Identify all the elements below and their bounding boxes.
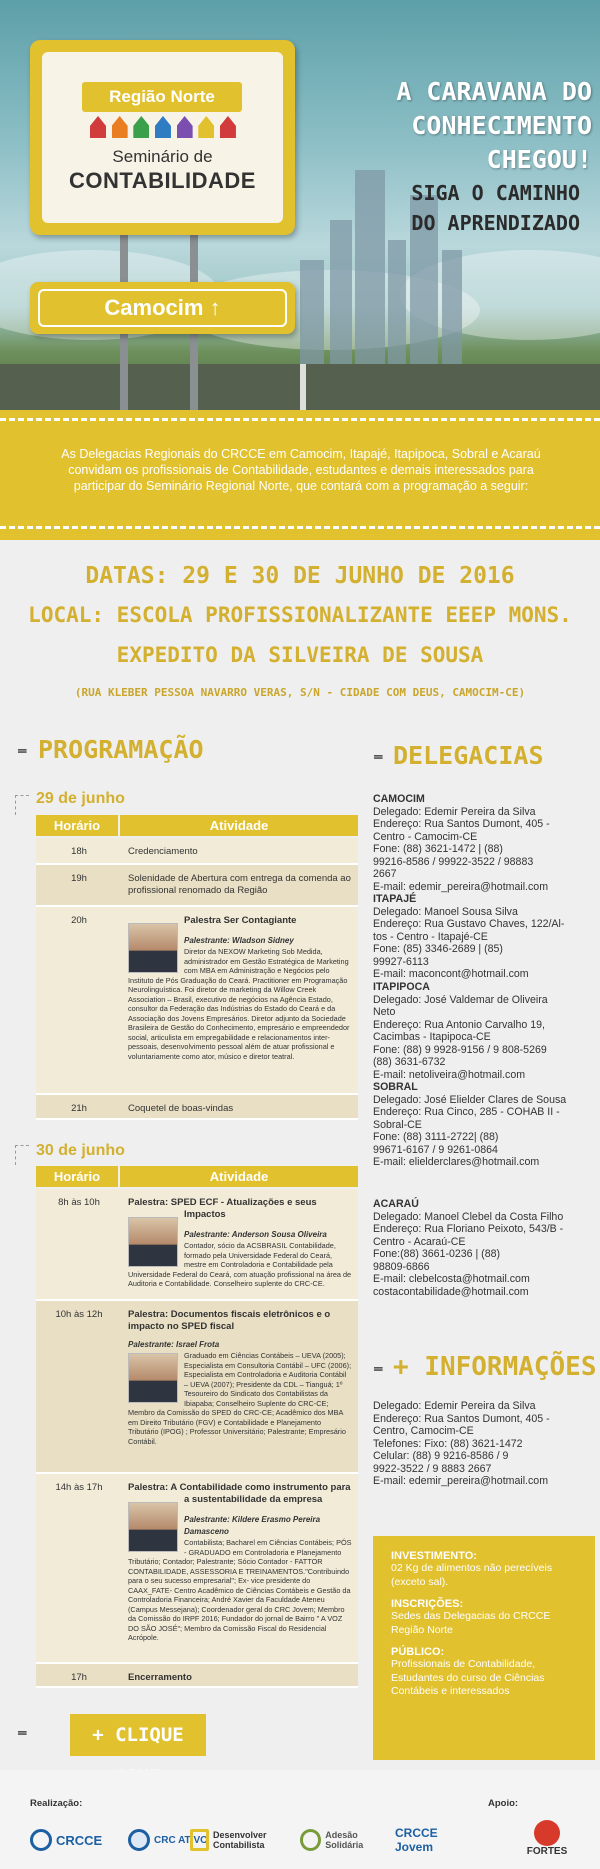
intro-text: As Delegacias Regionais do CRCCE em Camocim, Itapajé, Itapipoca, Sobral e Acaraú convidam os profissionais de Contabilidade, estudantes e demais interessados para participar do Seminário Regional Norte, que contará com a programação a seguir: [61, 447, 541, 493]
crc-ativo-badge-icon [128, 1829, 150, 1851]
table-row [36, 1301, 358, 1474]
crcce-logo: CRCCE [30, 1820, 102, 1860]
delegacia-name: ITAPAJÉ [373, 893, 417, 905]
delegacia-itapaje: ITAPAJÉ Delegado: Manoel Sousa Silva Endereço: Rua Gustavo Chaves, 122/Al- tos - Centro - Itapajé-CE Fone: (85) 3346-2689 | (85) 99927-6113 E-mail: maconcont@hotmail.com [373, 893, 595, 981]
row-activity: Palestra Ser Contagiante [184, 915, 297, 926]
apoio-label: Apoio: [488, 1798, 519, 1809]
crcce-jovem-logo: CRCCE Jovem [395, 1826, 438, 1854]
delegacia-acarau: ACARAÚ Delegado: Manoel Clebel da Costa Filho Endereço: Rua Floriano Peixoto, 543/B - Centro - Acaraú-CE Fone:(88) 3661-0236 | (88) 98809-6866 E-mail: clebelcosta@hotmail.com costacontabilidade@hotmail.com [373, 1198, 595, 1298]
subheadline-line2: DO APRENDIZADO [411, 211, 580, 235]
table-row [36, 1189, 358, 1301]
bracket-decoration [15, 1145, 29, 1165]
fortes-icon [534, 1820, 560, 1846]
road [0, 364, 600, 410]
headline [300, 75, 592, 177]
region-banner: Região Norte [82, 82, 242, 112]
table-row [36, 838, 358, 865]
row-time: 14h às 17h [55, 1482, 103, 1493]
adesao-solidaria-logo: Adesão Solidária [300, 1820, 395, 1860]
speaker-name: Palestrante: Wladson Sidney [184, 936, 294, 945]
day2-label: 30 de junho [36, 1142, 125, 1159]
delegacia-sobral: SOBRAL Delegado: José Elielder Clares de Sousa Endereço: Rua Cinco, 285 - COHAB II - Sobral-CE Fone: (88) 3111-2722| (88) 99671-6167 / 9 9261-0864 E-mail: elielderclares@hotmail.com [373, 1081, 595, 1169]
bracket-decoration [15, 795, 29, 815]
publico-text: Profissionais de Contabilidade, Estudantes do curso de Ciências Contábeis e interessados [391, 1658, 545, 1697]
info-box [373, 1536, 595, 1760]
row-activity: Encerramento [128, 1672, 192, 1683]
row-activity: Palestra: A Contabilidade como instrumento para a sustentabilidade da empresa [128, 1482, 351, 1505]
delegacia-name: SOBRAL [373, 1081, 418, 1093]
click-here-button[interactable]: + CLIQUE [70, 1714, 206, 1756]
event-dates: DATAS: 29 E 30 DE JUNHO DE 2016 [85, 563, 515, 589]
seminar-logo-sign [30, 40, 295, 235]
table-row [36, 1474, 358, 1664]
event-local-line2: EXPEDITO DA SILVEIRA DE SOUSA [116, 643, 484, 667]
delegacia-name: CAMOCIM [373, 793, 425, 805]
crc-ativo-logo: CRC ATIVO [128, 1820, 208, 1860]
speaker-name: Palestrante: Israel Frota [128, 1340, 220, 1349]
row-time: 19h [71, 873, 87, 884]
seminar-title-line2: CONTABILIDADE [69, 168, 256, 193]
arrow-up-icon: ↑ [209, 295, 221, 320]
speaker-photo [128, 1217, 178, 1267]
email-link[interactable]: E-mail: clebelcosta@hotmail.com [373, 1273, 530, 1285]
email-link[interactable]: E-mail: edemir_pereira@hotmail.com [373, 880, 549, 893]
row-time: 21h [71, 1103, 87, 1114]
email-link[interactable]: costacontabilidade@hotmail.com [373, 1285, 529, 1298]
delegacia-itapipoca: ITAPIPOCA Delegado: José Valdemar de Oliveira Neto Endereço: Rua Antonio Carvalho 19, Cacimbas - Itapipoca-CE Fone: (88) 9 9928-9156 / 9 808-5269 (88) 3631-6732 E-mail: netoliveira@hotmail.com [373, 981, 595, 1081]
delegacia-camocim: CAMOCIM Delegado: Edemir Pereira da Silva Endereço: Rua Santos Dumont, 405 - Centro - Camocim-CE Fone: (88) 3621-1472 | (88) 99216-8586 / 99922-3522 / 98883 2667 E-mail: edemir_pereira@hotmail.com [373, 793, 595, 893]
row-time: 17h [71, 1672, 87, 1683]
informacoes-title: + INFORMAÇÕES [393, 1352, 597, 1382]
table-row [36, 1664, 358, 1688]
hero-banner [0, 0, 600, 410]
email-link[interactable]: E-mail: maconcont@hotmail.com [373, 968, 529, 980]
row-activity: Palestra: Documentos fiscais eletrônicos e o impacto no SPED fiscal [128, 1309, 331, 1332]
row-time: 10h às 12h [55, 1309, 103, 1320]
email-link[interactable]: E-mail: elielderclares@hotmail.com [373, 1156, 540, 1168]
row-time: 20h [71, 915, 87, 926]
speaker-bio: Graduado em Ciências Contábeis – UEVA (2005); Especialista em Consultoria Contábil – UFC (2006); Especialista em Controladoria e Auditoria Contábil – UEVA (2007); Presidente da CDL – Tianguá; 1º Tesoureiro do Sindicato dos Contabilistas da Ibiapaba; Conselheiro Suplente do CRC-CE; Membro da Comissão do SPED do CRC-CE; Acadêmico dos MBA em Direito Tributário (FGV) e Contabilidade e Planejamento Tributário (IPOG) ; Professor Universitário; Palestrante; Empresário Contábil. [128, 1351, 352, 1446]
table-row [36, 1095, 358, 1120]
row-activity: Palestra: SPED ECF - Atualizações e seus Impactos [128, 1197, 317, 1220]
row-time: 18h [71, 846, 87, 857]
inscricoes-label: INSCRIÇÕES: [391, 1598, 464, 1610]
seminar-title-line1: Seminário de [112, 147, 213, 166]
publico-label: PÚBLICO: [391, 1646, 445, 1658]
realizacao-label: Realização: [30, 1798, 83, 1809]
programacao-title: PROGRAMAÇÃO [38, 735, 204, 764]
dash-marker-icon: ⁼ [373, 750, 384, 772]
triangle-icon [190, 1829, 209, 1851]
speaker-photo [128, 1353, 178, 1403]
informacoes-contact: Delegado: Edemir Pereira da Silva Endereço: Rua Santos Dumont, 405 - Centro, Camocim-CE Telefones: Fixo: (88) 3621-1472 Celular: (88) 9 9216-8586 / 9 9922-3522 / 9 8883 2667 E-mail: edemir_pereira@hotmail.com [373, 1400, 595, 1488]
dash-marker-icon: ⁼ [17, 1726, 28, 1748]
speaker-bio: Contador, sócio da ACSBRASIL Contabilidade, formado pela Universidade Federal do Ceará, mestre em Controladoria e Contabilidade pela Universidade Federal do Ceará, com atuação profissional na área de Auditoria e Contabilidade. Conselheiro suplente do CRC-CE. [128, 1241, 352, 1288]
row-activity: Coquetel de boas-vindas [128, 1103, 234, 1114]
speaker-bio: Contabilista; Bacharel em Ciências Contábeis; PÓS - GRADUADO em Controladoria e Planejamento Tributário; Contador; Palestrante; Sócio Contador - FATTOR CONTABILIDADE, ASSESSORIA E TREINAMENTOS."Contribuindo para o seu sucesso empresarial"; Ex- vice presidente do CAAX_FATE- Centro Acadêmico de Ciências Contábeis e Gestão da Controladoria Financeira; André Xavier da Faculdade Ateneu (Campus Messejana); Coordenador geral do CRC Jovem; Membro da Comissão do IRPF 2016; Fundador do jornal de Bairro " A VOZ DO SÃO JOSÉ"; Membro da Comissão Fiscal do Residencial Acrópole. [128, 1538, 352, 1642]
table-row [36, 865, 358, 907]
investimento-label: INVESTIMENTO: [391, 1550, 477, 1562]
city-name: Camocim [104, 295, 204, 320]
footer [0, 1770, 600, 1869]
delegacia-name: ITAPIPOCA [373, 981, 430, 993]
inscricoes-text: Sedes das Delegacias do CRCCE Região Norte [391, 1610, 551, 1636]
speaker-bio: Diretor da NEXOW Marketing Sob Medida, administrador em Gestão Estratégica de Marketing com MBA em Administração e Negócios pelo Instituto de Pós Graduação do Ceará. Practitioner em Programação Neurolinguística. Foi diretor de marketing da Willow Creek Association – Brasil, executivo de negócios na Agência Estado, consultor da Federação das Indústrias do Estado do Ceará e da Associação dos Jovens Empresários. Diretor adjunto da Sociedade Brasileira de Gestão do Conhecimento, empresário e empreendedor social, articulista em empregabilidade e relacionamentos inter-pessoais, desenvolvimento pessoal além de atuar profissional e voluntariamente como ator, músico e diretor teatral. [128, 947, 350, 1061]
header-activity: Atividade [120, 815, 358, 836]
header-activity: Atividade [120, 1166, 358, 1187]
delegacia-name: ACARAÚ [373, 1198, 419, 1210]
header-time: Horário [36, 1166, 118, 1187]
email-link[interactable]: E-mail: edemir_pereira@hotmail.com [373, 1475, 549, 1487]
dash-marker-icon: ⁼ [17, 744, 28, 766]
city-sign [30, 282, 295, 334]
fortes-logo: FORTES [512, 1820, 582, 1860]
email-link[interactable]: E-mail: netoliveira@hotmail.com [373, 1068, 526, 1081]
headline-line2: CONHECIMENTO CHEGOU! [411, 111, 592, 174]
desenvolver-contabilista-logo: Desenvolver Contabilista [190, 1820, 300, 1860]
dash-marker-icon: ⁼ [373, 1362, 384, 1384]
headline-line1: A CARAVANA DO [396, 77, 592, 106]
speaker-photo [128, 1502, 178, 1552]
subheadline [330, 178, 580, 238]
subheadline-line1: SIGA O CAMINHO [411, 181, 580, 205]
speaker-name: Palestrante: Anderson Sousa Oliveira [184, 1230, 327, 1239]
event-local-line1: LOCAL: ESCOLA PROFISSIONALIZANTE EEEP MONS. [28, 603, 572, 627]
intro-band [0, 410, 600, 540]
crcce-badge-icon [30, 1829, 52, 1851]
delegacias-title: DELEGACIAS [393, 741, 544, 770]
hands-icon [300, 1829, 321, 1851]
day1-label: 29 de junho [36, 790, 125, 807]
row-activity: Solenidade de Abertura com entrega da comenda ao profissional renomado da Região [128, 873, 351, 896]
houses-icon [90, 116, 236, 138]
speaker-photo [128, 923, 178, 973]
speaker-name: Palestrante: Kildere Erasmo Pereira Damasceno [184, 1515, 321, 1536]
table-row [36, 907, 358, 1095]
investimento-text: 02 Kg de alimentos não perecíveis (exceto sal). [391, 1562, 553, 1588]
row-time: 8h às 10h [58, 1197, 100, 1208]
row-activity: Credenciamento [128, 846, 198, 857]
event-address: (RUA KLEBER PESSOA NAVARRO VERAS, S/N - CIDADE COM DEUS, CAMOCIM-CE) [74, 686, 526, 699]
header-time: Horário [36, 815, 118, 836]
